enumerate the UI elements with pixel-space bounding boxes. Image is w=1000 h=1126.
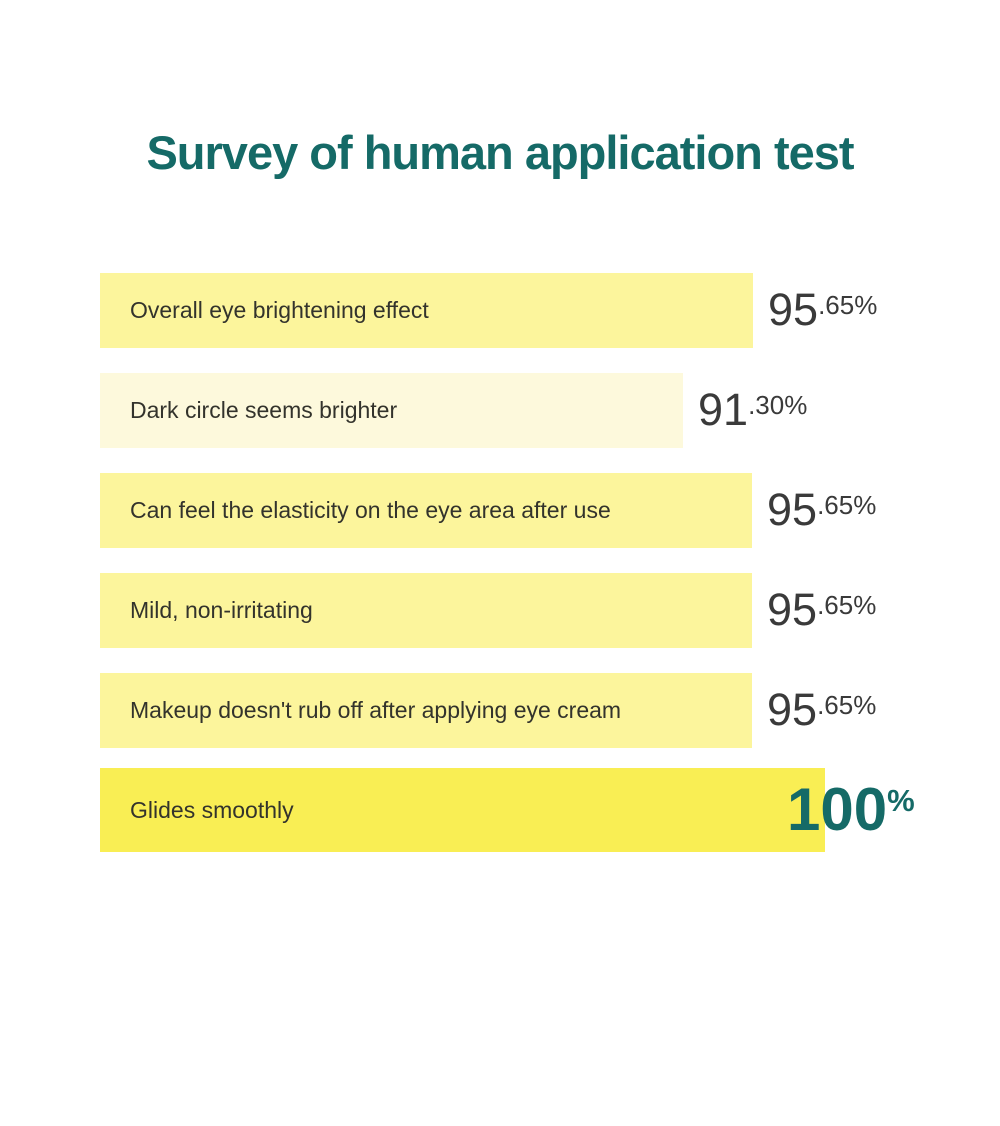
bar-row [100,473,960,548]
bar-value [698,384,808,436]
bar-value-fraction: .65% [818,290,878,321]
bar-label: Makeup doesn't rub off after applying eye cream [130,697,622,724]
bar-row [100,273,960,348]
page-title: Survey of human application test [146,126,854,179]
bar-value-fraction: .65% [817,590,877,621]
bar-chart [100,273,960,852]
bar [100,573,752,648]
bar-row [100,673,960,748]
bar-value-main: 95 [768,284,819,336]
bar-row-highlight [100,768,960,852]
bar-row [100,373,960,448]
bar-value-main: 95 [767,484,818,536]
bar-row [100,573,960,648]
bar-label: Mild, non-irritating [130,597,313,624]
bar-label: Glides smoothly [130,796,294,823]
bar [100,473,752,548]
bar-label: Can feel the elasticity on the eye area after use [130,497,611,524]
bar-value-main: 95 [767,684,818,736]
bar-value-fraction: % [887,783,915,819]
bar-value-main: 95 [767,584,818,636]
bar-value [767,584,877,636]
bar-value [787,776,915,844]
bar-value-fraction: .30% [748,390,808,421]
bar-value-fraction: .65% [817,490,877,521]
bar-value [767,684,877,736]
bar [100,373,683,448]
bar-value [768,284,878,336]
bar-label: Overall eye brightening effect [130,297,429,324]
infographic-canvas [0,126,1000,1126]
bar-value-fraction: .65% [817,690,877,721]
bar-label: Dark circle seems brighter [130,397,398,424]
bar [100,673,752,748]
bar [100,273,753,348]
bar-value-main: 91 [698,384,749,436]
bar-value-main: 100 [787,776,888,844]
bar [100,768,825,852]
bar-value [767,484,877,536]
